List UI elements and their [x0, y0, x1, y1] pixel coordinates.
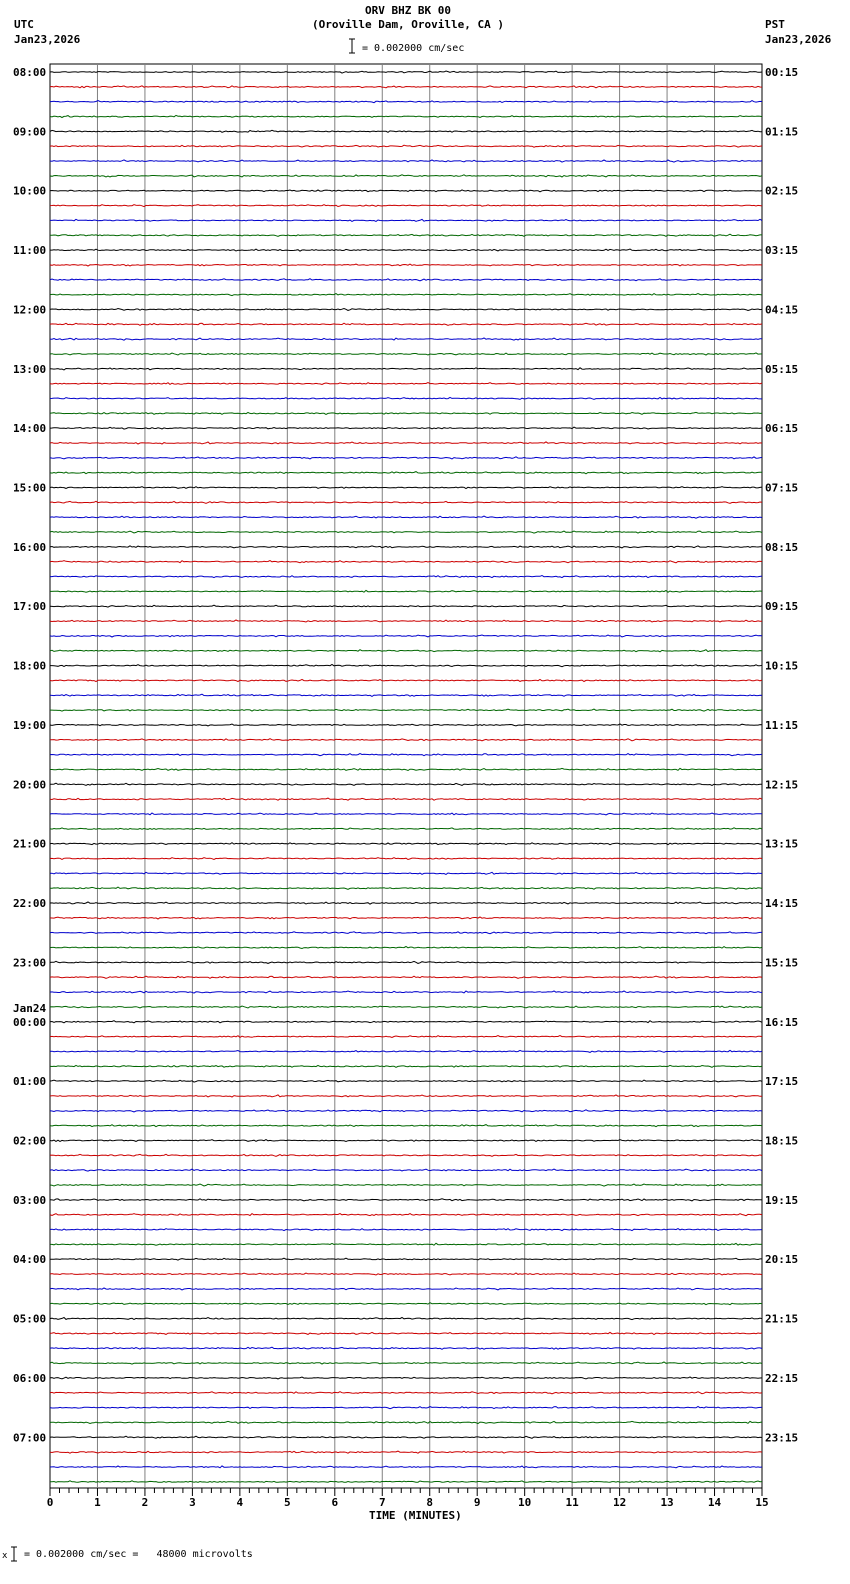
seismic-trace	[50, 1436, 762, 1438]
seismic-trace	[50, 86, 762, 88]
x-tick-label: 11	[565, 1496, 579, 1509]
seismic-trace	[50, 813, 762, 815]
seismic-trace	[50, 1080, 762, 1082]
pst-hour-label: 22:15	[765, 1371, 799, 1385]
seismic-trace	[50, 665, 762, 667]
seismic-trace	[50, 368, 762, 370]
pst-hour-label: 14:15	[765, 897, 799, 911]
seismic-trace	[50, 1273, 762, 1275]
seismic-trace	[50, 1451, 762, 1453]
seismic-trace	[50, 249, 762, 251]
x-tick-label: 1	[94, 1496, 101, 1509]
seismic-trace	[50, 130, 762, 132]
scale-label: = 0.002000 cm/sec	[362, 43, 465, 54]
seismic-trace	[50, 1154, 762, 1156]
seismic-trace	[50, 472, 762, 474]
seismic-trace	[50, 1288, 762, 1290]
seismic-trace	[50, 383, 762, 385]
seismic-trace	[50, 650, 762, 652]
pst-hour-label: 20:15	[765, 1253, 799, 1267]
pst-hour-label: 07:15	[765, 481, 799, 495]
x-tick-label: 5	[284, 1496, 291, 1509]
left-date: Jan23,2026	[14, 33, 81, 46]
utc-hour-label: 18:00	[13, 659, 47, 673]
seismic-trace	[50, 1050, 762, 1052]
seismic-trace	[50, 115, 762, 117]
utc-hour-label: 05:00	[13, 1312, 47, 1326]
station-location: (Oroville Dam, Oroville, CA )	[311, 18, 505, 31]
x-tick-label: 4	[236, 1496, 244, 1509]
utc-hour-label: 21:00	[13, 837, 47, 851]
utc-hour-label: 20:00	[13, 778, 47, 792]
seismic-trace	[50, 1481, 762, 1483]
x-tick-label: 13	[660, 1496, 674, 1509]
seismic-trace	[50, 991, 762, 993]
seismic-trace	[50, 1303, 762, 1305]
pst-hour-label: 21:15	[765, 1312, 799, 1326]
date-change-label: Jan24	[13, 1001, 47, 1015]
seismic-trace	[50, 190, 762, 192]
seismic-trace	[50, 397, 762, 399]
seismic-trace	[50, 724, 762, 726]
utc-hour-label: 11:00	[13, 244, 47, 258]
seismic-trace	[50, 872, 762, 874]
x-tick-label: 2	[141, 1496, 149, 1509]
pst-hour-label: 02:15	[765, 184, 799, 198]
seismic-trace	[50, 516, 762, 518]
pst-hour-label: 19:15	[765, 1193, 799, 1207]
seismic-trace	[50, 175, 762, 177]
pst-hour-label: 06:15	[765, 422, 799, 436]
seismic-trace	[50, 917, 762, 919]
pst-hour-label: 12:15	[765, 778, 799, 792]
seismic-trace	[50, 531, 762, 533]
utc-hour-label: 14:00	[13, 422, 47, 436]
pst-hour-label: 15:15	[765, 956, 799, 970]
seismic-trace	[50, 1065, 762, 1067]
seismic-trace	[50, 71, 762, 73]
pst-hour-label: 04:15	[765, 303, 799, 317]
utc-hour-label: 08:00	[13, 66, 47, 79]
x-tick-label: 6	[331, 1496, 339, 1509]
seismic-trace	[50, 1332, 762, 1334]
pst-hour-label: 13:15	[765, 837, 799, 851]
seismic-trace	[50, 590, 762, 592]
utc-hour-label: 02:00	[13, 1134, 47, 1148]
utc-hour-label: 01:00	[13, 1075, 47, 1089]
seismic-trace	[50, 264, 762, 266]
seismic-trace	[50, 427, 762, 429]
pst-hour-label: 23:15	[765, 1431, 799, 1445]
seismic-trace	[50, 1199, 762, 1201]
seismic-trace	[50, 858, 762, 860]
x-tick-label: 15	[755, 1496, 769, 1509]
seismic-trace	[50, 1362, 762, 1364]
seismic-trace	[50, 1318, 762, 1320]
seismic-trace	[50, 679, 762, 681]
calibration-bar-icon	[11, 1547, 17, 1561]
utc-hour-label: 16:00	[13, 540, 47, 554]
x-tick-label: 7	[378, 1496, 386, 1509]
seismic-trace	[50, 961, 762, 963]
right-date: Jan23,2026	[765, 33, 832, 46]
seismic-trace	[50, 145, 762, 147]
seismic-trace	[50, 294, 762, 296]
seismic-trace	[50, 1214, 762, 1216]
seismic-trace	[50, 694, 762, 696]
footer-calibration: = 0.002000 cm/sec = 48000 microvolts	[24, 1549, 253, 1560]
seismic-trace	[50, 887, 762, 889]
utc-hour-label: 07:00	[13, 1431, 47, 1445]
seismic-trace	[50, 1036, 762, 1038]
scale-bar-icon	[349, 39, 355, 53]
seismic-trace	[50, 338, 762, 340]
seismic-trace	[50, 976, 762, 978]
seismic-trace	[50, 1169, 762, 1171]
seismic-trace	[50, 1110, 762, 1112]
seismic-trace	[50, 1407, 762, 1409]
x-tick-label: 10	[518, 1496, 532, 1509]
seismic-trace	[50, 1006, 762, 1008]
pst-hour-label: 16:15	[765, 1015, 799, 1029]
seismic-trace	[50, 487, 762, 489]
utc-hour-label: 06:00	[13, 1371, 47, 1385]
seismic-trace	[50, 1392, 762, 1394]
seismic-trace	[50, 353, 762, 355]
seismic-trace	[50, 1125, 762, 1127]
utc-hour-label: 22:00	[13, 897, 47, 911]
utc-hour-label: 13:00	[13, 362, 47, 376]
seismic-trace	[50, 234, 762, 236]
seismic-trace	[50, 620, 762, 622]
seismic-trace	[50, 1466, 762, 1468]
seismic-trace	[50, 1347, 762, 1349]
x-tick-label: 14	[707, 1496, 722, 1509]
seismic-trace	[50, 160, 762, 162]
seismic-trace	[50, 783, 762, 785]
seismic-trace	[50, 1021, 762, 1023]
seismic-trace	[50, 635, 762, 637]
pst-hour-label: 18:15	[765, 1134, 799, 1148]
seismic-trace	[50, 546, 762, 548]
seismic-trace	[50, 323, 762, 325]
x-tick-label: 12	[612, 1496, 627, 1509]
seismic-trace	[50, 1229, 762, 1231]
pst-hour-label: 01:15	[765, 125, 799, 139]
x-tick-label: 3	[189, 1496, 196, 1509]
utc-hour-label: 00:00	[13, 1015, 47, 1029]
left-timezone: UTC	[14, 18, 34, 31]
pst-hour-label: 03:15	[765, 244, 799, 258]
utc-hour-label: 10:00	[13, 184, 47, 198]
utc-hour-label: 04:00	[13, 1253, 47, 1267]
x-tick-label: 0	[46, 1496, 54, 1509]
x-tick-label: 9	[473, 1496, 481, 1509]
x-axis-label: TIME (MINUTES)	[369, 1509, 462, 1522]
seismic-trace	[50, 1243, 762, 1245]
seismic-trace	[50, 219, 762, 221]
utc-hour-label: 17:00	[13, 600, 47, 614]
seismic-trace	[50, 501, 762, 503]
seismic-trace	[50, 739, 762, 741]
utc-hour-label: 03:00	[13, 1193, 47, 1207]
footer-marker: x	[2, 1551, 8, 1561]
seismic-trace	[50, 843, 762, 845]
pst-hour-label: 08:15	[765, 540, 799, 554]
utc-hour-label: 09:00	[13, 125, 47, 139]
seismic-trace	[50, 309, 762, 311]
pst-hour-label: 09:15	[765, 600, 799, 614]
seismic-trace	[50, 798, 762, 800]
station-title: ORV BHZ BK 00	[364, 4, 452, 17]
seismic-trace	[50, 576, 762, 578]
utc-hour-label: 15:00	[13, 481, 47, 495]
pst-hour-label: 00:15	[765, 66, 799, 79]
seismic-trace	[50, 1377, 762, 1379]
seismic-trace	[50, 279, 762, 281]
seismic-trace	[50, 101, 762, 103]
seismic-trace	[50, 605, 762, 607]
seismic-trace	[50, 947, 762, 949]
seismic-trace	[50, 1258, 762, 1260]
seismic-trace	[50, 902, 762, 904]
seismic-trace	[50, 1095, 762, 1097]
pst-hour-label: 10:15	[765, 659, 799, 673]
utc-hour-label: 19:00	[13, 718, 47, 732]
seismic-trace	[50, 754, 762, 756]
pst-hour-label: 05:15	[765, 362, 799, 376]
seismic-trace	[50, 1184, 762, 1186]
seismic-trace	[50, 1421, 762, 1423]
seismic-trace	[50, 412, 762, 414]
seismic-trace	[50, 768, 762, 770]
seismic-trace	[50, 709, 762, 711]
seismic-trace	[50, 442, 762, 444]
seismic-trace	[50, 457, 762, 459]
right-timezone: PST	[765, 18, 785, 31]
seismic-trace	[50, 205, 762, 207]
utc-hour-label: 12:00	[13, 303, 47, 317]
utc-hour-label: 23:00	[13, 956, 47, 970]
seismic-trace	[50, 828, 762, 830]
seismic-trace	[50, 1140, 762, 1142]
pst-hour-label: 17:15	[765, 1075, 799, 1089]
seismic-trace	[50, 932, 762, 934]
pst-hour-label: 11:15	[765, 718, 799, 732]
seismic-trace	[50, 561, 762, 563]
x-tick-label: 8	[426, 1496, 434, 1509]
